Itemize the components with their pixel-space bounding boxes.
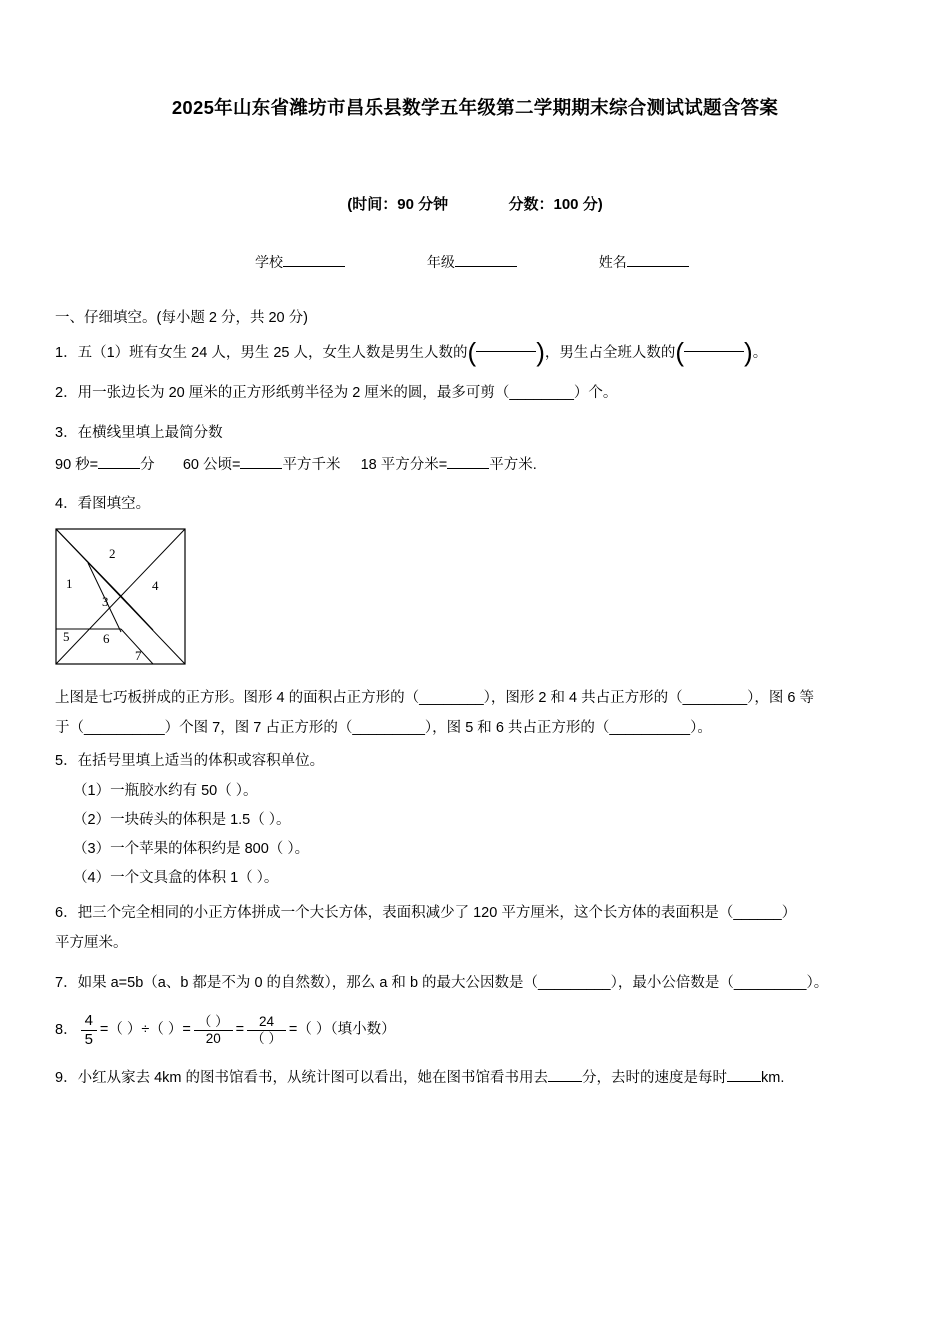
question-4-text: 看图填空。	[77, 496, 151, 513]
question-6-number: 6．	[55, 905, 78, 922]
q1-fraction-blank-2[interactable]	[684, 335, 744, 367]
q8-frac3-numerator: 24	[247, 1014, 286, 1031]
field-grade	[427, 252, 517, 272]
question-4	[55, 490, 895, 520]
tangram-label-5: 5	[63, 629, 70, 645]
field-name-blank[interactable]	[627, 253, 689, 267]
question-4-body-line-2: 于（__________）个图 7，图 7 占正方形的（_________），图 5 和 6 共占正方形的（__________）。	[55, 719, 712, 736]
q8-frac2-numerator: （ ）	[194, 1014, 233, 1031]
tangram-svg	[55, 528, 187, 666]
exam-time: (时间：90 分钟	[347, 195, 449, 213]
question-2-number: 2．	[55, 385, 78, 402]
q8-frac1-denominator: 5	[84, 1030, 93, 1048]
tangram-label-7: 7	[135, 648, 142, 664]
question-5-item-4: （4）一个文具盒的体积 1（ ）。	[73, 870, 279, 887]
q3-c-blank[interactable]	[447, 455, 489, 469]
q9-blank-1[interactable]	[548, 1068, 582, 1082]
field-school-blank[interactable]	[283, 253, 345, 267]
q3-a-blank[interactable]	[98, 455, 140, 469]
question-1-text-c: 。	[752, 344, 768, 361]
question-5	[55, 747, 895, 777]
q3-b-label: 60 公顷=	[182, 456, 241, 473]
question-9-text-a: 小红从家去 4km 的图书馆看书，从统计图可以看出，她在图书馆看书用去	[77, 1069, 549, 1086]
q3-b-blank[interactable]	[240, 455, 282, 469]
student-fields	[55, 252, 895, 272]
field-school	[255, 252, 345, 272]
page-title: 2025年山东省潍坊市昌乐县数学五年级第二学期期末综合测试试题含答案	[171, 97, 779, 118]
q8-eq-2: =	[235, 1021, 245, 1038]
tangram-label-2: 2	[109, 546, 116, 562]
q1-paren-close-1: )	[536, 337, 545, 368]
tangram-label-1: 1	[66, 576, 73, 592]
tangram-label-6: 6	[103, 631, 110, 647]
question-9-text-c: km.	[761, 1069, 785, 1086]
q8-eq-3: =（ ）（填小数）	[288, 1021, 396, 1038]
field-grade-blank[interactable]	[455, 253, 517, 267]
question-1-number: 1．	[55, 344, 78, 361]
question-7-number: 7．	[55, 974, 78, 991]
q3-b-unit: 平方千米	[282, 456, 341, 473]
question-5-item-2: （2）一块砖头的体积是 1.5（ ）。	[73, 812, 291, 829]
q8-fraction-1	[81, 1012, 97, 1048]
question-6-text-1: 把三个完全相同的小正方体拼成一个大长方体，表面积减少了 120 平方厘米，这个长方体的表面积是（______）	[77, 905, 797, 922]
question-5-text: 在括号里填上适当的体积或容积单位。	[77, 753, 325, 770]
tangram-figure	[55, 528, 895, 666]
field-school-label: 学校	[255, 253, 283, 270]
q8-frac1-numerator: 4	[81, 1012, 97, 1030]
question-9-number: 9．	[55, 1069, 78, 1086]
question-2	[55, 379, 895, 409]
question-5-number: 5．	[55, 753, 78, 770]
q1-paren-close-2: )	[744, 337, 753, 368]
question-8	[55, 1012, 895, 1048]
question-3-text: 在横线里填上最简分数	[77, 424, 223, 441]
question-1	[55, 337, 895, 369]
q9-blank-2[interactable]	[727, 1068, 761, 1082]
question-4-body-line-1: 上图是七巧板拼成的正方形。图形 4 的面积占正方形的（________），图形 2 和 4 共占正方形的（________），图 6 等	[55, 690, 815, 707]
question-6-line-1	[55, 899, 895, 929]
q1-paren-open-2: (	[675, 337, 685, 368]
question-7	[55, 969, 895, 999]
q3-a-label: 90 秒=	[55, 456, 99, 473]
q1-fraction-blank-1[interactable]	[476, 335, 536, 367]
question-9	[55, 1064, 895, 1094]
q3-c-unit: 平方米.	[489, 456, 537, 473]
question-5-item-1: （1）一瓶胶水约有 50（ ）。	[73, 783, 258, 800]
question-3-blanks	[55, 451, 895, 481]
q3-a-unit: 分	[140, 456, 155, 473]
question-1-text-a: 五（1）班有女生 24 人，男生 25 人，女生人数是男生人数的	[77, 344, 468, 361]
q8-eq-1: =（ ）÷（ ）=	[99, 1021, 191, 1038]
q8-fraction-3[interactable]	[247, 1014, 286, 1046]
question-5-item-3: （3）一个苹果的体积约是 800（ ）。	[73, 841, 310, 858]
question-6-line-2: 平方厘米。	[55, 934, 128, 951]
q3-c-label: 18 平方分米=	[360, 456, 448, 473]
tangram-label-3: 3	[102, 594, 109, 610]
q8-frac2-denominator: 20	[205, 1030, 221, 1046]
field-grade-label: 年级	[426, 253, 455, 270]
q8-fraction-2[interactable]	[194, 1014, 233, 1046]
time-score-line	[55, 193, 895, 214]
field-name-label: 姓名	[598, 253, 627, 270]
question-2-text: 用一张边长为 20 厘米的正方形纸剪半径为 2 厘米的圆，最多可剪（________）个。	[77, 385, 618, 402]
question-8-number: 8．	[55, 1021, 78, 1038]
q1-paren-open-1: (	[467, 337, 477, 368]
section-1-heading: 一、仔细填空。(每小题 2 分，共 20 分)	[55, 309, 308, 326]
tangram-label-4: 4	[152, 578, 159, 594]
question-4-number: 4．	[55, 496, 78, 513]
question-3	[55, 419, 895, 449]
question-3-number: 3．	[55, 424, 78, 441]
question-1-text-b: ，男生占全班人数的	[544, 344, 676, 361]
question-9-text-b: 分，去时的速度是每时	[582, 1069, 728, 1086]
q8-frac3-denominator: （ ）	[251, 1030, 282, 1046]
exam-score: 分数：100 分)	[508, 195, 603, 213]
field-name	[599, 252, 689, 272]
question-7-text: 如果 a=5b（a、b 都是不为 0 的自然数），那么 a 和 b 的最大公因数是（_________），最小公倍数是（_________）。	[77, 974, 829, 991]
